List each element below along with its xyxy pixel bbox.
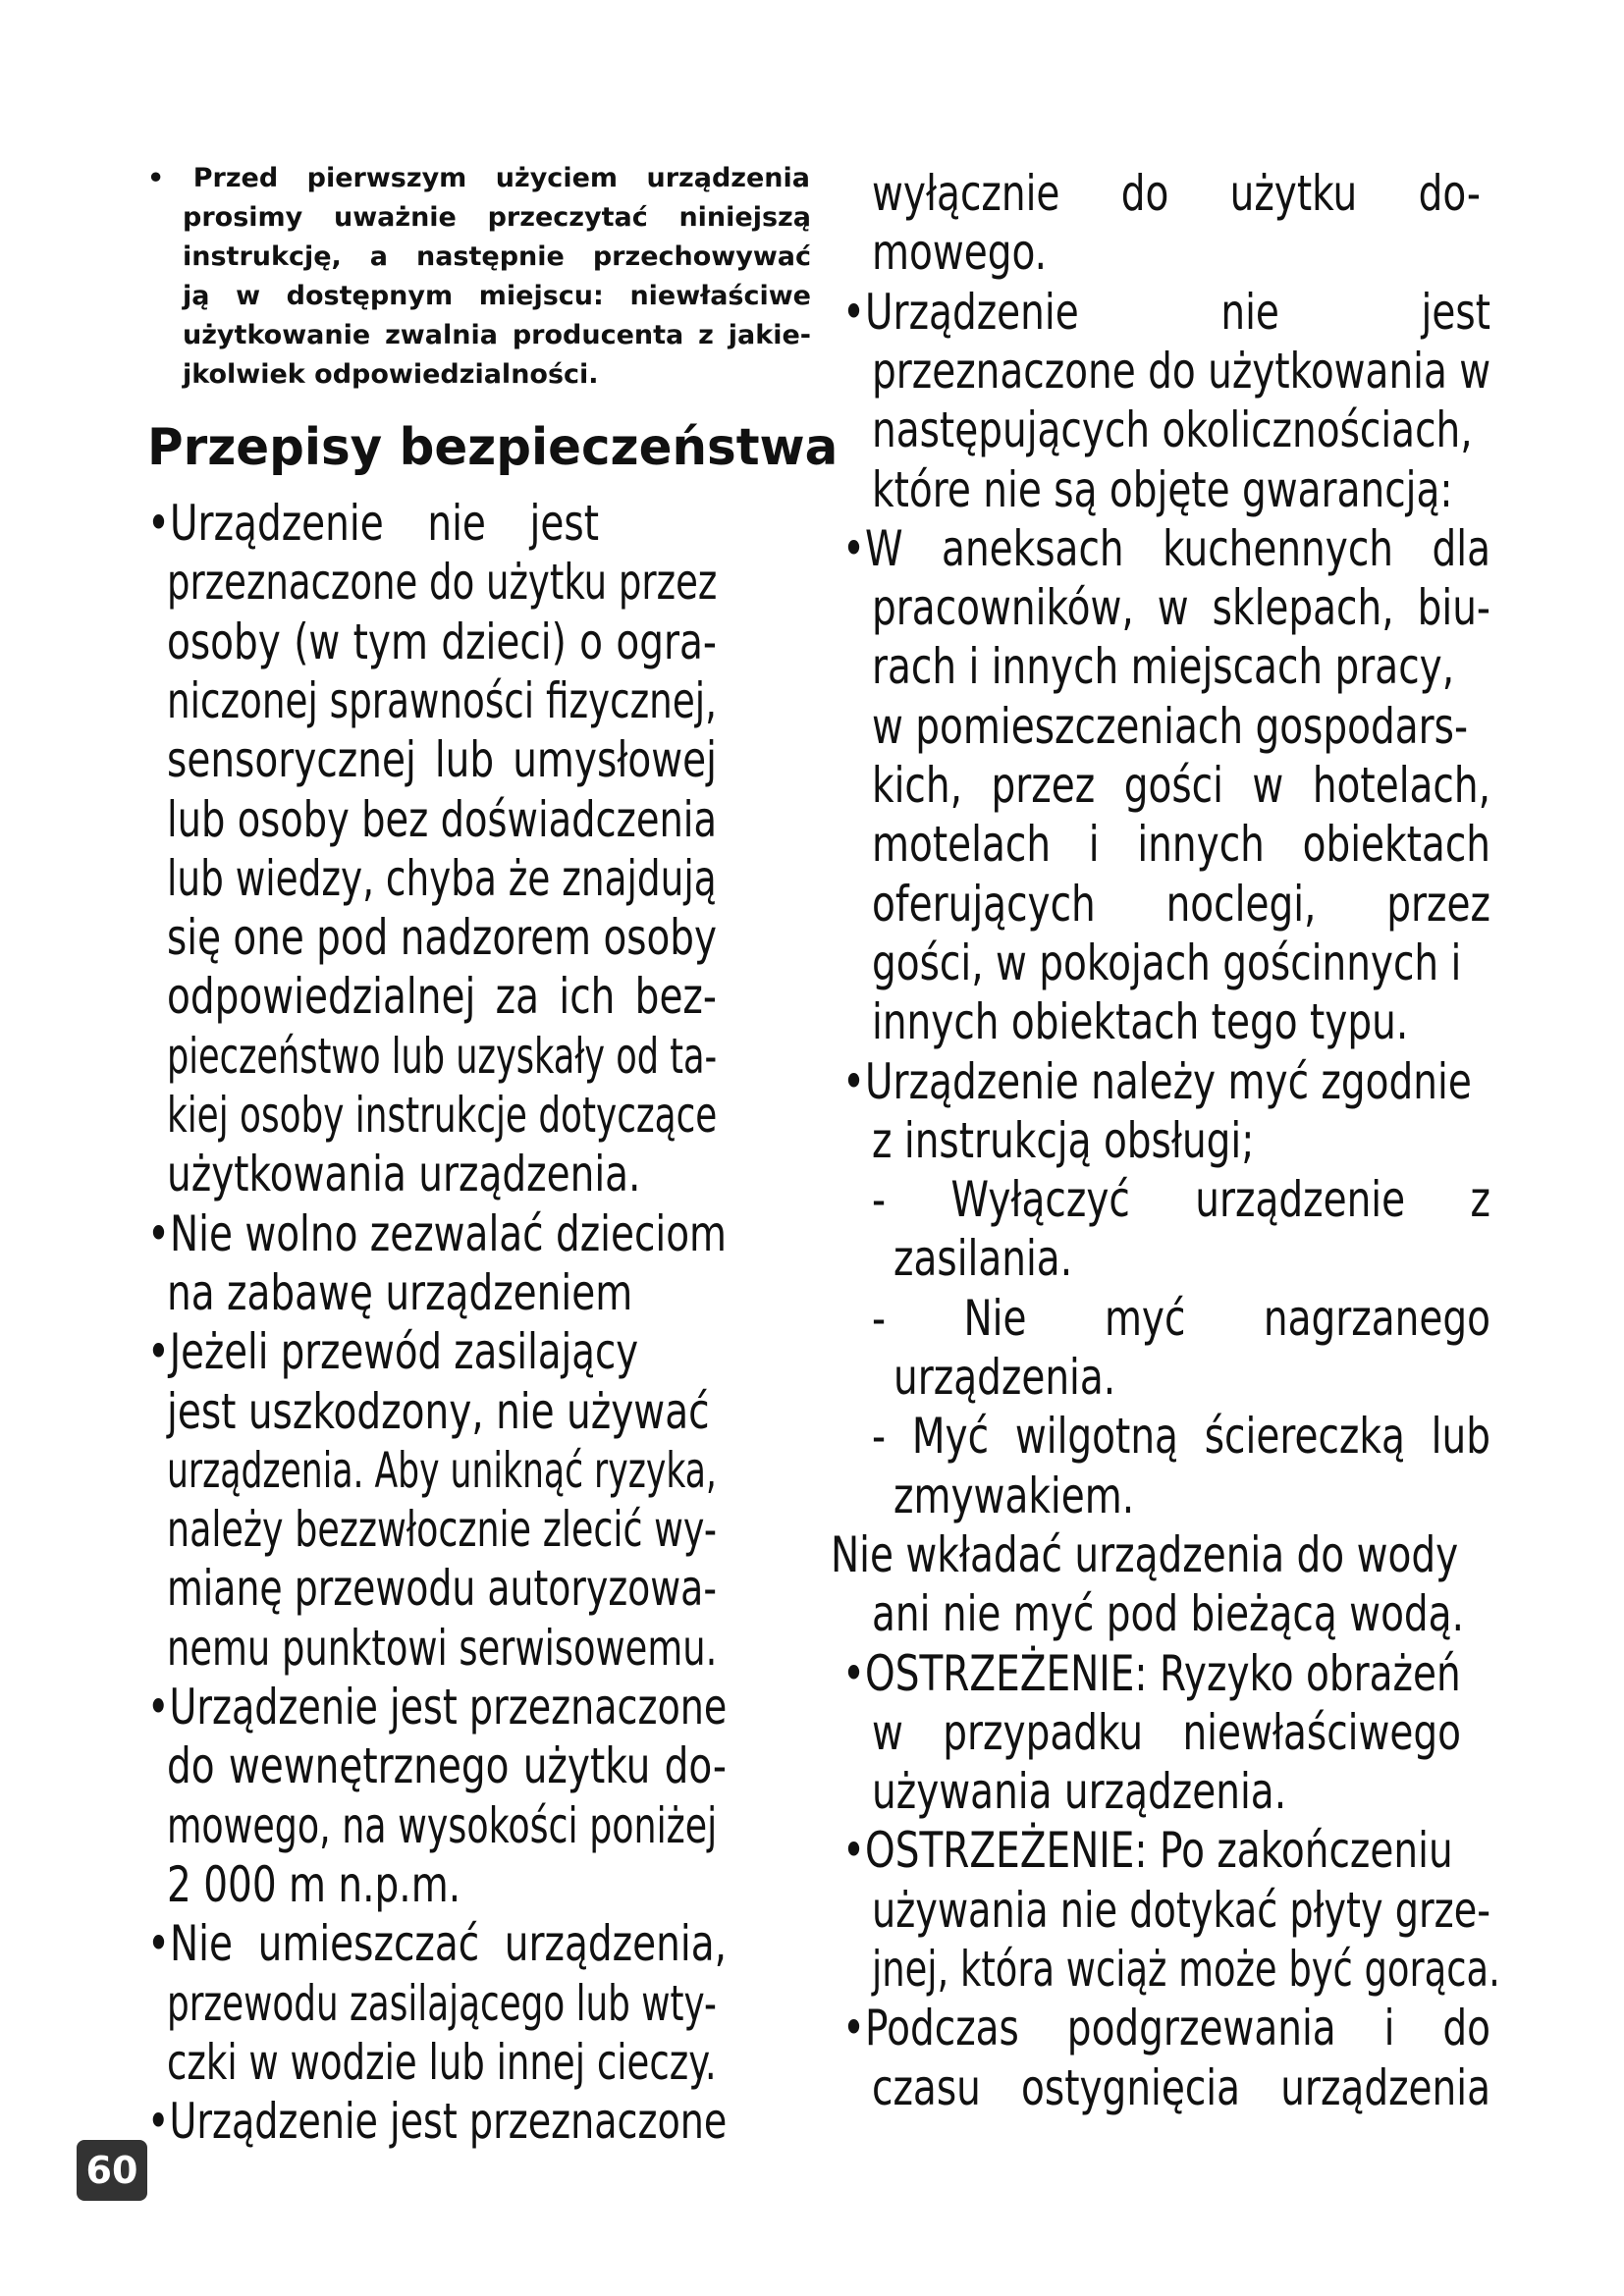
body-line: •Urządzenie nie jest [842,283,1490,341]
body-line: kiej osoby instrukcje dotyczące [167,1087,718,1144]
body-line: •Urządzenie nie jest [147,495,599,552]
intro-line: instrukcję, a następnie przechowywać [183,241,811,272]
body-line: •Podczas podgrzewania i do [842,2000,1490,2057]
body-line: - Wyłączyć urządzenie z [872,1171,1490,1229]
body-line: •Urządzenie jest przeznaczone [147,1679,728,1735]
body-line: mowego, na wysokości poniżej [167,1796,718,1854]
body-line: ani nie myć pod bieżącą wodą. [872,1585,1464,1643]
body-line: czki w wodzie lub innej cieczy. [167,2033,717,2091]
body-line: •Nie wolno zezwalać dzieciom [147,1204,728,1262]
body-line: rach i innych miejscach pracy, [872,638,1455,696]
body-line: używania urządzenia. [872,1763,1287,1821]
body-line: z instrukcją obsługi; [872,1111,1255,1169]
body-line: pieczeństwo lub uzyskały od ta- [167,1027,718,1085]
body-line: przeznaczone do użytku przez [167,554,718,612]
body-line: wyłącznie do użytku do- [872,165,1481,222]
body-line: odpowiedzialnej za ich bez- [167,968,717,1026]
body-line: jnej, która wciąż może być gorąca. [872,1941,1500,1998]
intro-line [147,159,810,198]
body-line: urządzenia. [893,1349,1116,1406]
body-line: w pomieszczeniach gospodars- [872,697,1469,755]
body-line: osoby (w tym dzieci) o ogra- [167,613,717,670]
intro-line-text: Przed pierwszym użyciem urządzenia [192,163,810,193]
intro-line: jkolwiek odpowiedzialności. [183,359,599,390]
intro-line: prosimy uważnie przeczytać niniejszą [183,202,811,233]
body-line: Nie wkładać urządzenia do wody [831,1525,1459,1583]
body-line: innych obiektach tego typu. [872,993,1409,1051]
body-line: które nie są objęte gwarancją: [872,460,1453,518]
body-line: •Nie umieszczać urządzenia, [147,1915,727,1973]
body-line: należy bezzwłocznie zlecić wy- [167,1501,717,1559]
body-line: oferujących noclegi, przez [872,875,1490,933]
body-line: •OSTRZEŻENIE: Ryzyko obrażeń [842,1644,1461,1702]
body-line: - Myć wilgotną ściereczką lub [872,1408,1490,1466]
body-line: kich, przez gości w hotelach, [872,757,1490,814]
body-line: w przypadku niewłaściwego [872,1703,1461,1761]
body-line: lub osoby bez doświadczenia [167,790,718,848]
body-line: użytkowania urządzenia. [167,1146,641,1203]
section-heading: Przepisy bezpieczeństwa [147,418,839,477]
intro-line: użytkowanie zwalnia producenta z jakie- [183,320,811,350]
body-line: pracowników, w sklepach, biu- [872,579,1490,637]
body-line: urządzenia. Aby uniknąć ryzyka, [167,1441,717,1499]
body-line: •W aneksach kuchennych dla [842,519,1490,577]
body-line: •OSTRZEŻENIE: Po zakończeniu [842,1822,1453,1880]
body-line: niczonej sprawności fizycznej, [167,671,717,729]
page-number-badge: 60 [77,2140,147,2201]
body-line: •Jeżeli przewód zasilający [147,1323,639,1381]
body-line: sensorycznej lub umysłowej [167,731,717,789]
body-line: •Urządzenie należy myć zgodnie [842,1052,1472,1110]
body-line: się one pod nadzorem osoby [167,909,718,967]
body-line: nemu punktowi serwisowemu. [167,1619,718,1677]
body-line: jest uszkodzony, nie używać [167,1382,710,1440]
body-line: lub wiedzy, chyba że znajdują [167,849,717,907]
body-line: przeznaczone do użytkowania w [872,342,1491,400]
intro-line: ją w dostępnym miejscu: niewłaściwe [183,281,811,311]
body-line: przewodu zasilającego lub wty- [167,1974,717,2032]
body-line: mianę przewodu autoryzowa- [167,1560,717,1618]
body-line: następujących okolicznościach, [872,401,1473,459]
body-line: zmywakiem. [893,1467,1135,1524]
body-line: mowego. [872,224,1048,282]
body-line: gości, w pokojach gościnnych i [872,934,1462,991]
body-line: •Urządzenie jest przeznaczone [147,2093,728,2151]
body-line: na zabawę urządzeniem [167,1263,633,1321]
body-line: 2 000 m n.p.m. [167,1855,461,1913]
intro-bullet-dot: • [147,163,165,193]
body-line: zasilania. [893,1230,1073,1288]
body-line: czasu ostygnięcia urządzenia [872,2058,1490,2116]
body-line: do wewnętrznego użytku do- [167,1737,727,1795]
body-line: używania nie dotykać płyty grze- [872,1881,1490,1939]
body-line: - Nie myć nagrzanego [872,1289,1490,1347]
body-line: motelach i innych obiektach [872,816,1490,874]
